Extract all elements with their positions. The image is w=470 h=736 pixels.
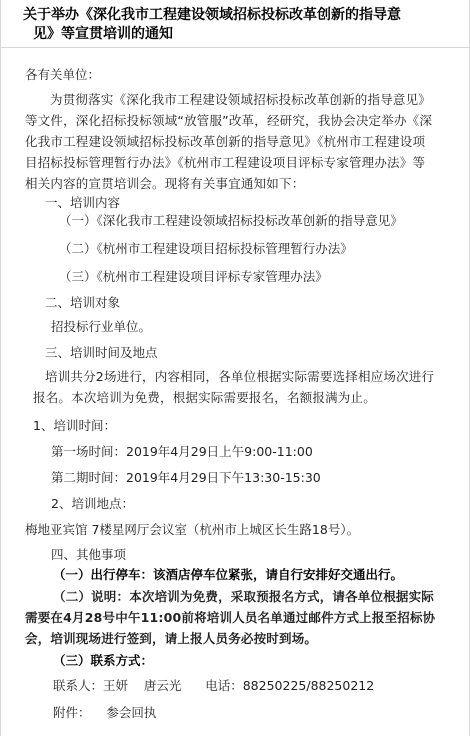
section-3-heading: 三、培训时间及地点 bbox=[45, 345, 158, 360]
title-line-1: 关于举办《深化我市工程建设领域招标投标改革创新的指导意 bbox=[23, 7, 401, 23]
intro-line: 目招标投标管理暂行办法》《杭州市工程建设项目评标专家管理办法》等 bbox=[25, 155, 426, 170]
salutation: 各有关单位： bbox=[25, 67, 101, 82]
section-4-heading: 四、其他事项 bbox=[51, 547, 127, 562]
place-text: 梅地亚宾馆 7楼星网厅会议室（杭州市上城区长生路18号）。 bbox=[25, 522, 360, 537]
title-divider bbox=[1, 47, 470, 48]
session-1-time: 第一场时间：2019年4月29日上午9:00-11:00 bbox=[51, 444, 313, 459]
intro-line: 等文件，深化招标投标领域“放管服”改革，经研究，我协会决定举办《深 bbox=[25, 113, 433, 128]
section-2-text: 招投标行业单位。 bbox=[51, 319, 152, 334]
attachment-line: 附件： 参会回执 bbox=[53, 705, 157, 720]
section-2-heading: 二、培训对象 bbox=[45, 295, 121, 310]
intro-paragraph bbox=[25, 89, 455, 194]
section-1-heading: 一、培训内容 bbox=[45, 195, 121, 210]
contact-info: 联系人：王妍 唐云光 电话：88250225/88250212 bbox=[53, 678, 375, 693]
registration-line: 会，培训现场进行签到，请上报人员务必按时到场。 bbox=[25, 631, 318, 646]
time-heading: 1、培训时间： bbox=[33, 418, 116, 433]
title-line-2: 见》等宣贯培训的通知 bbox=[33, 26, 173, 42]
registration-line: 需要在4月28号中午11:00前将培训人员名单通过邮件方式上报至招标协 bbox=[25, 610, 436, 625]
registration-line: （二）说明：本次培训为免费，采取预报名方式，请各单位根据实际 bbox=[53, 589, 435, 604]
intro-line: 为贯彻落实《深化我市工程建设领域招标投标改革创新的指导意见》 bbox=[50, 92, 432, 107]
intro-line: 相关内容的宣贯培训会。现将有关事宜通知如下： bbox=[25, 176, 305, 191]
registration-note bbox=[25, 586, 465, 649]
notice-title bbox=[23, 6, 453, 44]
parking-note: （一）出行停车：该酒店停车位紧张，请自行安排好交通出行。 bbox=[53, 567, 404, 582]
section-1-item: （二）《杭州市工程建设项目招标投标管理暂行办法》 bbox=[59, 241, 353, 256]
contact-heading: （三）联系方式： bbox=[53, 653, 154, 668]
place-heading: 2、培训地点： bbox=[51, 496, 134, 511]
intro-line: 化我市工程建设领域招标投标改革创新的指导意见》《杭州市工程建设项 bbox=[25, 134, 426, 149]
section-3-paragraph bbox=[33, 366, 463, 408]
section-3-line: 培训共分2场进行，内容相同，各单位根据实际需要选择相应场次进行 bbox=[45, 369, 435, 384]
section-1-item: （一）《深化我市工程建设领域招标投标改革创新的指导意见》 bbox=[59, 213, 403, 228]
section-3-line: 报名。本次培训为免费，根据实际需要报名，名额报满为止。 bbox=[33, 390, 376, 405]
section-1-item: （三）《杭州市工程建设项目评标专家管理办法》 bbox=[59, 269, 328, 284]
session-2-time: 第二期时间：2019年4月29日下午13:30-15:30 bbox=[51, 470, 321, 485]
